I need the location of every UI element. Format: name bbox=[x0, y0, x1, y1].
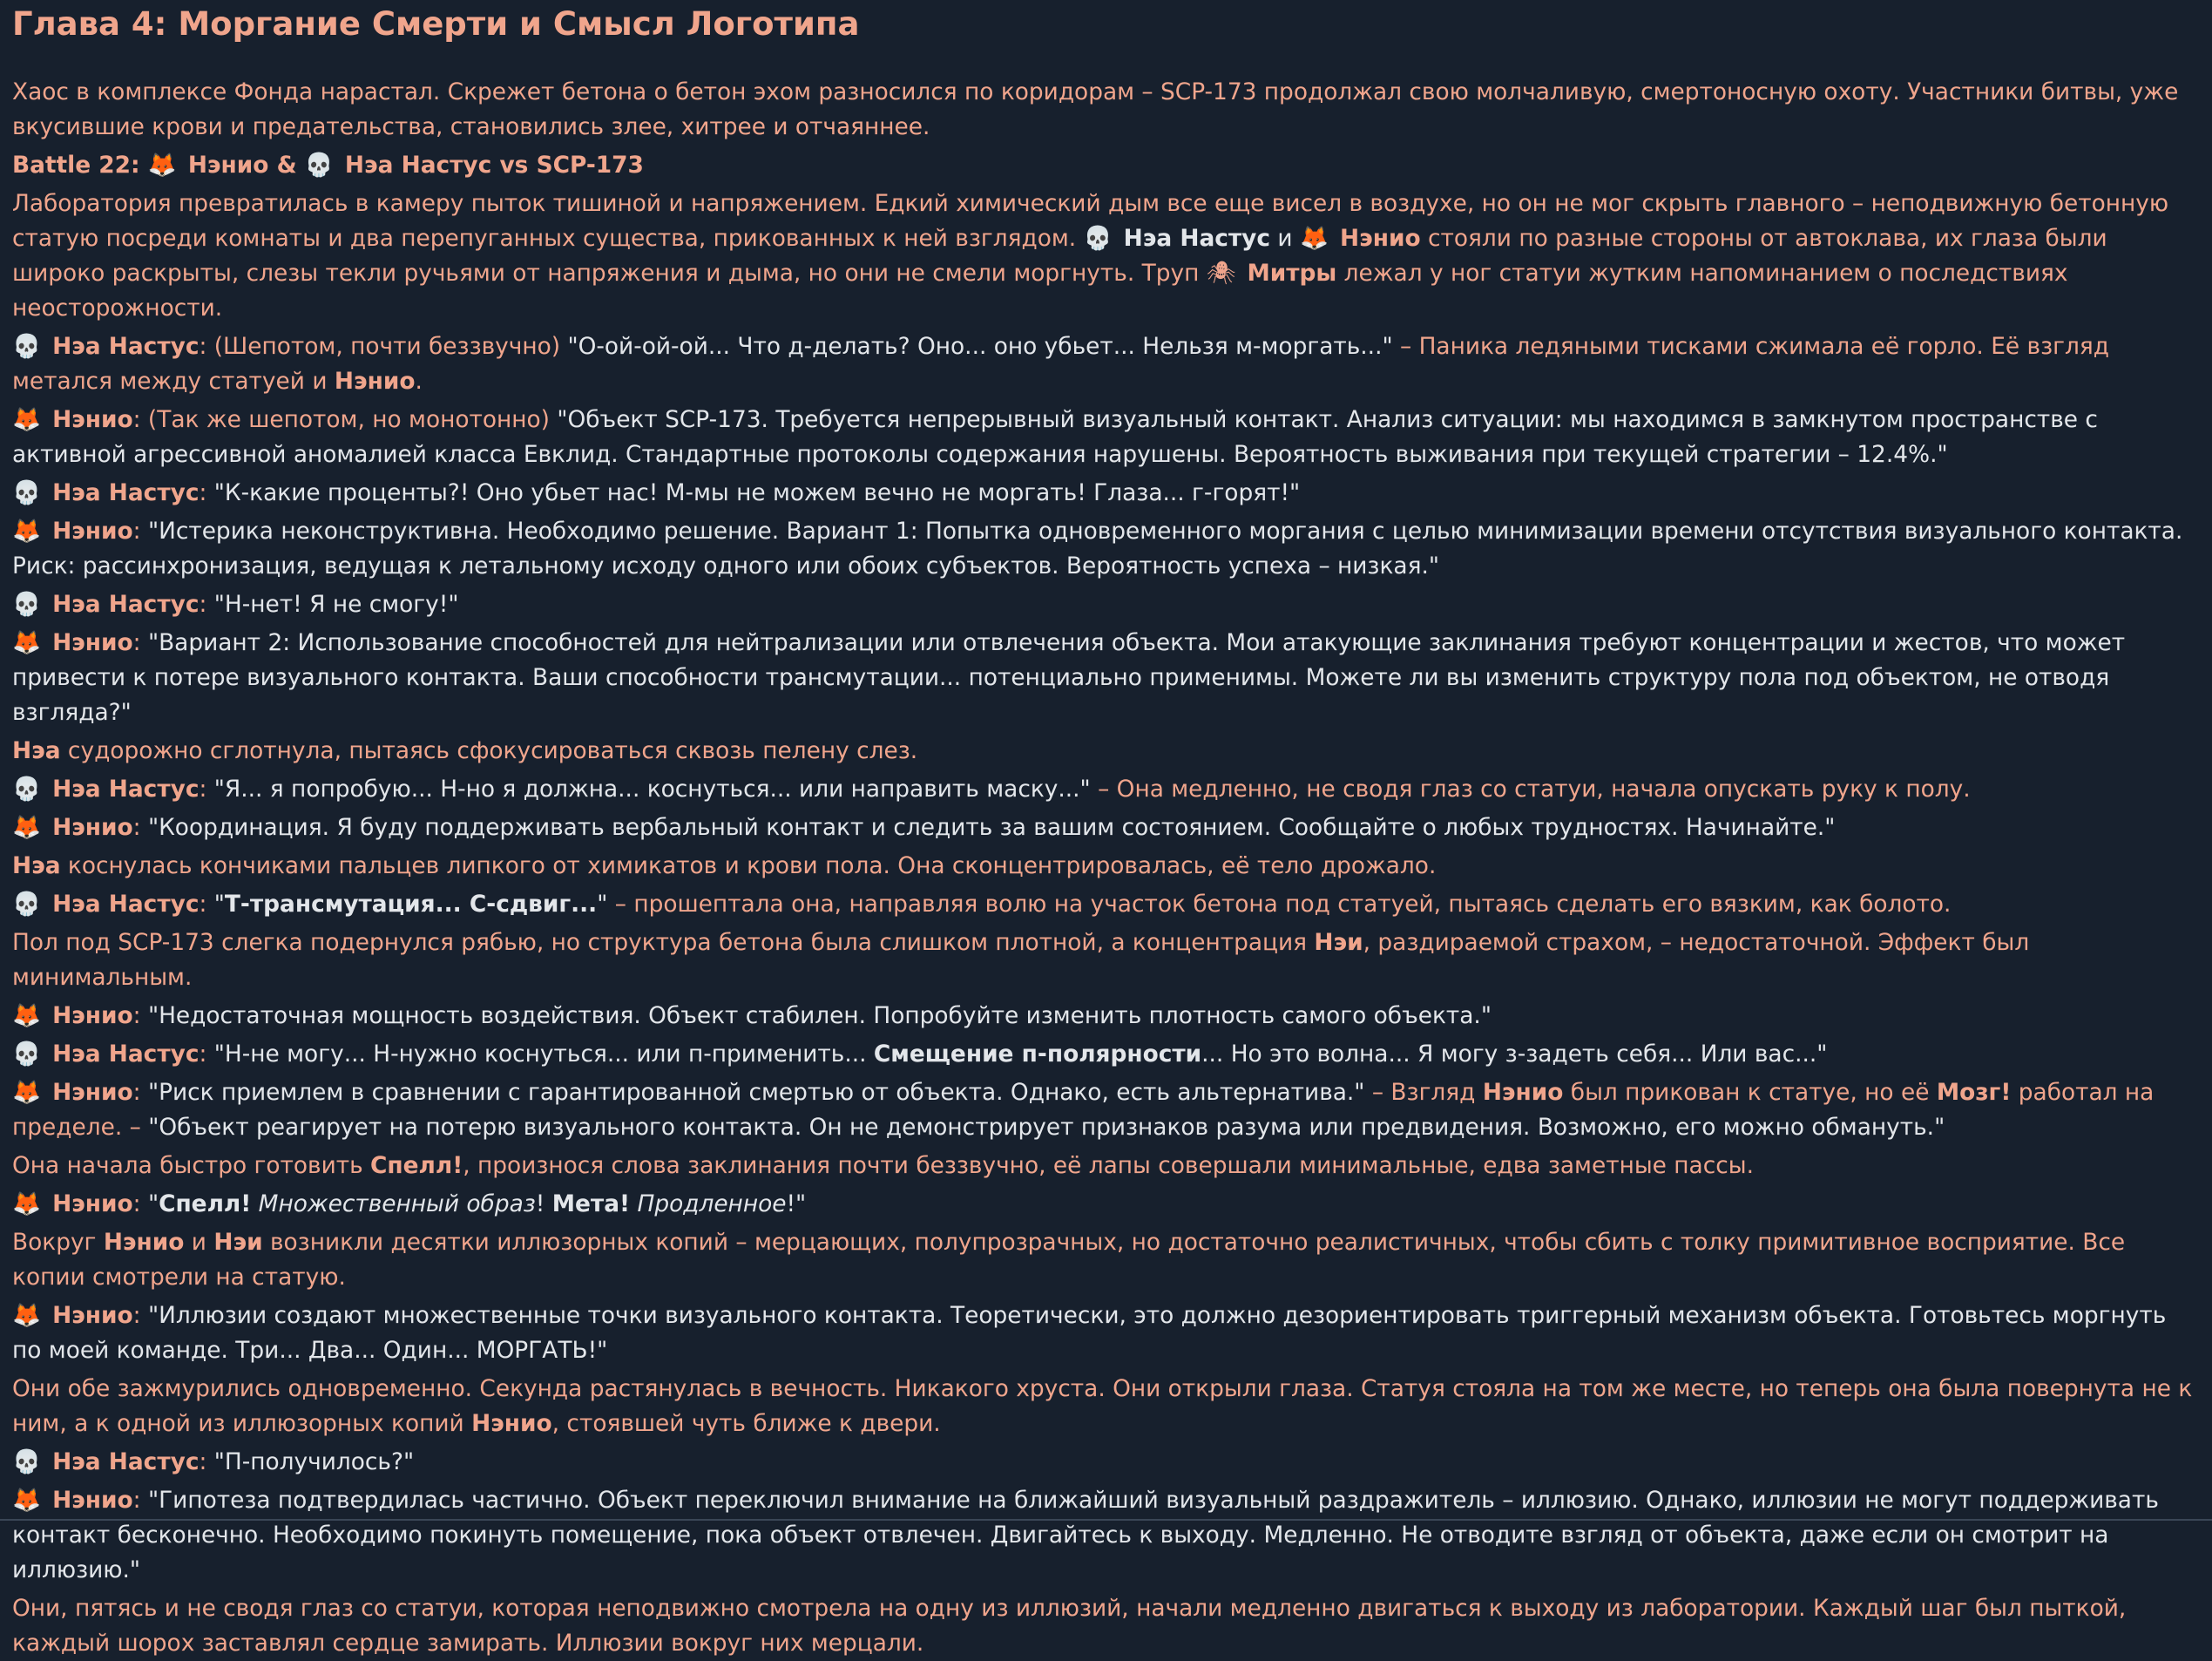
story-text-run: "Я... я попробую... Н-но я должна... коснуться... или направить маску..." bbox=[213, 776, 1091, 803]
skull-icon: 💀 bbox=[12, 479, 41, 506]
story-text-run: , произнося слова заклинания почти беззвучно, её лапы совершали минимальные, едва заметные пассы. bbox=[463, 1152, 1754, 1179]
story-text-run: судорожно сглотнула, пытаясь сфокусироваться сквозь пелену слез. bbox=[60, 737, 918, 764]
character-name: Нэа bbox=[12, 737, 61, 764]
story-text-run: Продленное bbox=[637, 1190, 787, 1217]
story-text-run: "Н-не могу... Н-нужно коснуться... или п-применить... bbox=[213, 1041, 874, 1068]
story-paragraph bbox=[12, 1483, 2200, 1588]
story-text-run: : bbox=[199, 1448, 214, 1475]
story-paragraph bbox=[12, 186, 2200, 326]
character-name: Нэа Настус vs SCP-173 bbox=[336, 152, 644, 179]
skull-icon: 💀 bbox=[304, 152, 334, 179]
story-paragraph bbox=[12, 1187, 2200, 1222]
story-text-run: Она начала быстро готовить bbox=[12, 1152, 371, 1179]
story-text-run: – Она медленно, не сводя глаз со статуи, начала опускать руку к полу. bbox=[1090, 776, 1971, 803]
story-paragraph bbox=[12, 1298, 2200, 1368]
story-text-run: : bbox=[199, 1041, 214, 1068]
story-text-run: Хаос в комплексе Фонда нарастал. Скрежет бетона о бетон эхом разносился по коридорам – SCP-173 продолжал свою молчаливую, смертоносную охоту. Участники битвы, уже вкусившие крови и предательства, становились злее, хитрее и отчаяннее. bbox=[12, 78, 2179, 140]
story-text-run: Пол под SCP-173 слегка подернулся рябью, но структура бетона была слишком плотной, а концентрация bbox=[12, 929, 1315, 956]
skull-icon: 💀 bbox=[12, 1041, 41, 1068]
story-text-run: – Паника ледяными тисками сжимала её горло. Её взгляд метался между статуей и bbox=[12, 333, 2109, 395]
story-text-run: ... Но это волна... Я могу з-задеть себя... Или вас..." bbox=[1201, 1041, 1828, 1068]
character-name: Т-трансмутация... С-сдвиг... bbox=[224, 891, 598, 918]
story-text-run: Вокруг bbox=[12, 1229, 104, 1256]
character-name: Нэнио bbox=[1482, 1079, 1564, 1106]
character-name: Нэнио bbox=[103, 1229, 185, 1256]
story-paragraph bbox=[12, 514, 2200, 584]
story-text-run: Они, пятясь и не сводя глаз со статуи, которая неподвижно смотрела на одну из иллюзий, начали медленно двигаться к выходу из лаборатории. Каждый шаг был пыткой, каждый шорох заставлял сердце замирать. Иллюзии вокруг них мерцали. bbox=[12, 1595, 2127, 1657]
story-text-run: : (Так же шепотом, но монотонно) bbox=[132, 406, 558, 433]
skull-icon: 💀 bbox=[12, 776, 41, 803]
story-text-run: : bbox=[132, 1079, 148, 1106]
story-paragraph bbox=[12, 1149, 2200, 1183]
story-text-run: : bbox=[132, 1190, 148, 1217]
story-paragraph bbox=[12, 810, 2200, 845]
story-paragraph bbox=[12, 476, 2200, 511]
character-name: Нэа Настус bbox=[44, 479, 200, 506]
character-name: Мозг! bbox=[1936, 1079, 2012, 1106]
story-text-run: "Координация. Я буду поддерживать вербальный контакт и следить за вашим состоянием. Сообщайте о любых трудностях. Начинайте." bbox=[147, 814, 1836, 841]
story-paragraph bbox=[12, 1075, 2200, 1145]
story-paragraph bbox=[12, 1037, 2200, 1072]
character-name: Нэа Настус bbox=[44, 1041, 200, 1068]
skull-icon: 💀 bbox=[12, 1448, 41, 1475]
story-text-run: "О-ой-ой-ой... Что д-делать? Оно... оно убьет... Нельзя м-моргать..." bbox=[567, 333, 1393, 360]
fox-icon: 🦊 bbox=[12, 406, 41, 433]
story-text-run: : bbox=[199, 891, 214, 918]
story-paragraph bbox=[12, 148, 2200, 183]
story-paragraph bbox=[12, 403, 2200, 472]
story-text-run: , стоявшей чуть ближе к двери. bbox=[551, 1410, 941, 1437]
character-name: Смещение п-полярности bbox=[873, 1041, 1202, 1068]
character-name: Нэа Настус bbox=[44, 776, 200, 803]
story-text-run: – прошептала она, направляя волю на участок бетона под статуей, пытаясь сделать его вязким, как болото. bbox=[607, 891, 1952, 918]
character-name: Нэнио bbox=[1331, 225, 1421, 252]
fox-icon: 🦊 bbox=[12, 1079, 41, 1106]
story-text-run: "Вариант 2: Использование способностей для нейтрализации или отвлечения объекта. Мои атакующие заклинания требуют концентрации и жестов, что может привести к потере визуального контакта. Ваши способности трансмутации... потенциально применимы. Можете ли вы изменить структуру пола под объектом, не отводя взгляда?" bbox=[12, 629, 2126, 726]
character-name: Нэа bbox=[12, 852, 61, 879]
character-name: Battle 22: bbox=[12, 152, 148, 179]
fox-icon: 🦊 bbox=[12, 1487, 41, 1514]
story-text-run: "К-какие проценты?! Оно убьет нас! М-мы не можем вечно не моргать! Глаза... г-горят!" bbox=[213, 479, 1301, 506]
story-text-run: : bbox=[132, 629, 148, 656]
story-text-run: : bbox=[132, 1302, 148, 1329]
story-text bbox=[12, 75, 2200, 1661]
character-name: Нэа Настус bbox=[44, 591, 200, 618]
story-paragraph bbox=[12, 772, 2200, 807]
story-paragraph bbox=[12, 887, 2200, 922]
story-text-run: : bbox=[132, 1487, 148, 1514]
character-name: Нэнио & bbox=[179, 152, 305, 179]
story-text-run: ! bbox=[535, 1190, 552, 1217]
character-name: Нэа Настус bbox=[44, 891, 200, 918]
story-text-run: Лаборатория превратилась в камеру пыток тишиной и напряжением. Едкий химический дым все еще висел в воздухе, но он не мог скрыть главного – неподвижную бетонную статую посреди комнаты и два перепуганных существа, прикованных к ней взглядом. bbox=[12, 190, 2169, 252]
character-name: Нэнио bbox=[334, 368, 416, 395]
character-name: Нэнио bbox=[44, 1487, 133, 1514]
story-paragraph bbox=[12, 1445, 2200, 1480]
story-text-run: : bbox=[199, 479, 214, 506]
story-text-run bbox=[251, 1190, 258, 1217]
fox-icon: 🦊 bbox=[12, 814, 41, 841]
character-name: Нэнио bbox=[44, 518, 133, 545]
character-name: Мета! bbox=[551, 1190, 631, 1217]
story-text-run: "Объект реагирует на потерю визуального контакта. Он не демонстрирует признаков разума или предвидения. Возможно, его можно обмануть." bbox=[148, 1114, 1945, 1141]
bottom-divider bbox=[0, 1519, 2212, 1521]
story-text-run: стояли по разные стороны от автоклава, их глаза были широко раскрыты, слезы текли ручьями от напряжения и дыма, но они не смели моргнуть. Труп bbox=[12, 225, 2107, 287]
character-name: Спелл! bbox=[370, 1152, 463, 1179]
story-text-run: лежал у ног статуи жутким напоминанием о последствиях неосторожности. bbox=[12, 260, 2068, 322]
story-text-run: : bbox=[132, 1002, 148, 1029]
story-paragraph bbox=[12, 849, 2200, 884]
story-text-run: : bbox=[132, 814, 148, 841]
story-text-run: "Риск приемлем в сравнении с гарантированной смертью от объекта. Однако, есть альтернатива." bbox=[147, 1079, 1365, 1106]
story-paragraph bbox=[12, 1225, 2200, 1295]
story-paragraph bbox=[12, 999, 2200, 1034]
character-name: Нэа Настус bbox=[44, 1448, 200, 1475]
story-text-run: "Иллюзии создают множественные точки визуального контакта. Теоретически, это должно дезориентировать триггерный механизм объекта. Готовьтесь моргнуть по моей команде. Три... Два... Один... МОРГАТЬ!" bbox=[12, 1302, 2167, 1364]
story-text-run: "Н-нет! Я не смогу!" bbox=[213, 591, 459, 618]
skull-icon: 💀 bbox=[1083, 225, 1113, 252]
character-name: Нэнио bbox=[44, 1002, 133, 1029]
story-text-run: "Недостаточная мощность воздействия. Объект стабилен. Попробуйте изменить плотность самого объекта." bbox=[147, 1002, 1492, 1029]
story-paragraph bbox=[12, 587, 2200, 622]
fox-icon: 🦊 bbox=[12, 629, 41, 656]
character-name: Нэнио bbox=[44, 1190, 133, 1217]
story-text-run: "Истерика неконструктивна. Необходимо решение. Вариант 1: Попытка одновременного моргания с целью минимизации времени отсутствия визуального контакта. Риск: рассинхронизация, ведущая к летальному исходу одного или обоих субъектов. Вероятность успеха – низкая." bbox=[12, 518, 2183, 580]
character-name: Нэнио bbox=[44, 406, 133, 433]
skull-icon: 💀 bbox=[12, 591, 41, 618]
character-name: Нэи bbox=[213, 1229, 263, 1256]
fox-icon: 🦊 bbox=[12, 1302, 41, 1329]
character-name: Нэнио bbox=[44, 629, 133, 656]
story-text-run: коснулась кончиками пальцев липкого от химикатов и крови пола. Она сконцентрировалась, её тело дрожало. bbox=[60, 852, 1437, 879]
story-text-run: : bbox=[132, 518, 148, 545]
fox-icon: 🦊 bbox=[1299, 225, 1329, 252]
story-paragraph bbox=[12, 734, 2200, 769]
character-name: Нэнио bbox=[471, 1410, 552, 1437]
story-paragraph bbox=[12, 75, 2200, 145]
fox-icon: 🦊 bbox=[147, 152, 177, 179]
chapter-title: Глава 4: Моргание Смерти и Смысл Логотипа bbox=[12, 5, 860, 43]
story-paragraph bbox=[12, 1591, 2200, 1661]
character-name: Нэи bbox=[1314, 929, 1363, 956]
story-text-run: и bbox=[1270, 225, 1300, 252]
story-paragraph bbox=[12, 329, 2200, 399]
skull-icon: 💀 bbox=[12, 891, 41, 918]
skull-icon: 💀 bbox=[12, 333, 41, 360]
character-name: Митры bbox=[1239, 260, 1337, 287]
fox-icon: 🦊 bbox=[12, 1190, 41, 1217]
story-text-run: : bbox=[199, 591, 214, 618]
character-name: Нэнио bbox=[44, 1302, 133, 1329]
story-text-run: " bbox=[597, 891, 608, 918]
fox-icon: 🦊 bbox=[12, 518, 41, 545]
character-name: Нэа Настус bbox=[44, 333, 200, 360]
story-text-run: "П-получилось?" bbox=[213, 1448, 415, 1475]
story-text-run: работал на пределе. – bbox=[12, 1079, 2155, 1141]
character-name: Спелл! bbox=[159, 1190, 252, 1217]
story-text-run: Они обе зажмурились одновременно. Секунда растянулась в вечность. Никакого хруста. Они открыли глаза. Статуя стояла на том же месте, но теперь она была повернута не к ним, а к одной из иллюзорных копий bbox=[12, 1375, 2193, 1437]
story-paragraph bbox=[12, 1372, 2200, 1441]
story-text-run: : bbox=[199, 776, 214, 803]
fox-icon: 🦊 bbox=[12, 1002, 41, 1029]
story-text-run: , раздираемой страхом, – недостаточной. Эффект был минимальным. bbox=[12, 929, 2030, 991]
character-name: Нэа Настус bbox=[1115, 225, 1271, 252]
story-text-run: !" bbox=[786, 1190, 807, 1217]
character-name: Нэнио bbox=[44, 1079, 133, 1106]
story-paragraph bbox=[12, 925, 2200, 995]
story-text-run: . bbox=[415, 368, 423, 395]
story-text-run: возникли десятки иллюзорных копий – мерцающих, полупрозрачных, но достаточно реалистичных, чтобы сбить с толку примитивное восприятие. Все копии смотрели на статую. bbox=[12, 1229, 2126, 1291]
story-text-run: Множественный образ bbox=[258, 1190, 536, 1217]
story-paragraph bbox=[12, 626, 2200, 730]
story-text-run: – Взгляд bbox=[1364, 1079, 1483, 1106]
story-text-run: и bbox=[184, 1229, 214, 1256]
story-text-run: " bbox=[147, 1190, 159, 1217]
story-text-run: : (Шепотом, почти беззвучно) bbox=[199, 333, 568, 360]
character-name: Нэнио bbox=[44, 814, 133, 841]
story-text-run: "Объект SCP-173. Требуется непрерывный визуальный контакт. Анализ ситуации: мы находимся в замкнутом пространстве с активной агрессивной аномалией класса Евклид. Стандартные протоколы содержания нарушены. Вероятность выживания при текущей стратегии – 12.4%." bbox=[12, 406, 2098, 468]
story-text-run: был прикован к статуе, но её bbox=[1563, 1079, 1937, 1106]
story-text-run: " bbox=[213, 891, 225, 918]
story-text-run: "Гипотеза подтвердилась частично. Объект переключил внимание на ближайший визуальный раздражитель – иллюзию. Однако, иллюзии не могут поддерживать контакт бесконечно. Необходимо покинуть помещение, пока объект отвлечен. Двигайтесь к выходу. Медленно. Не отводите взгляд от объекта, даже если он смотрит на иллюзию." bbox=[12, 1487, 2159, 1583]
spider-icon: 🕷 bbox=[1206, 260, 1236, 287]
